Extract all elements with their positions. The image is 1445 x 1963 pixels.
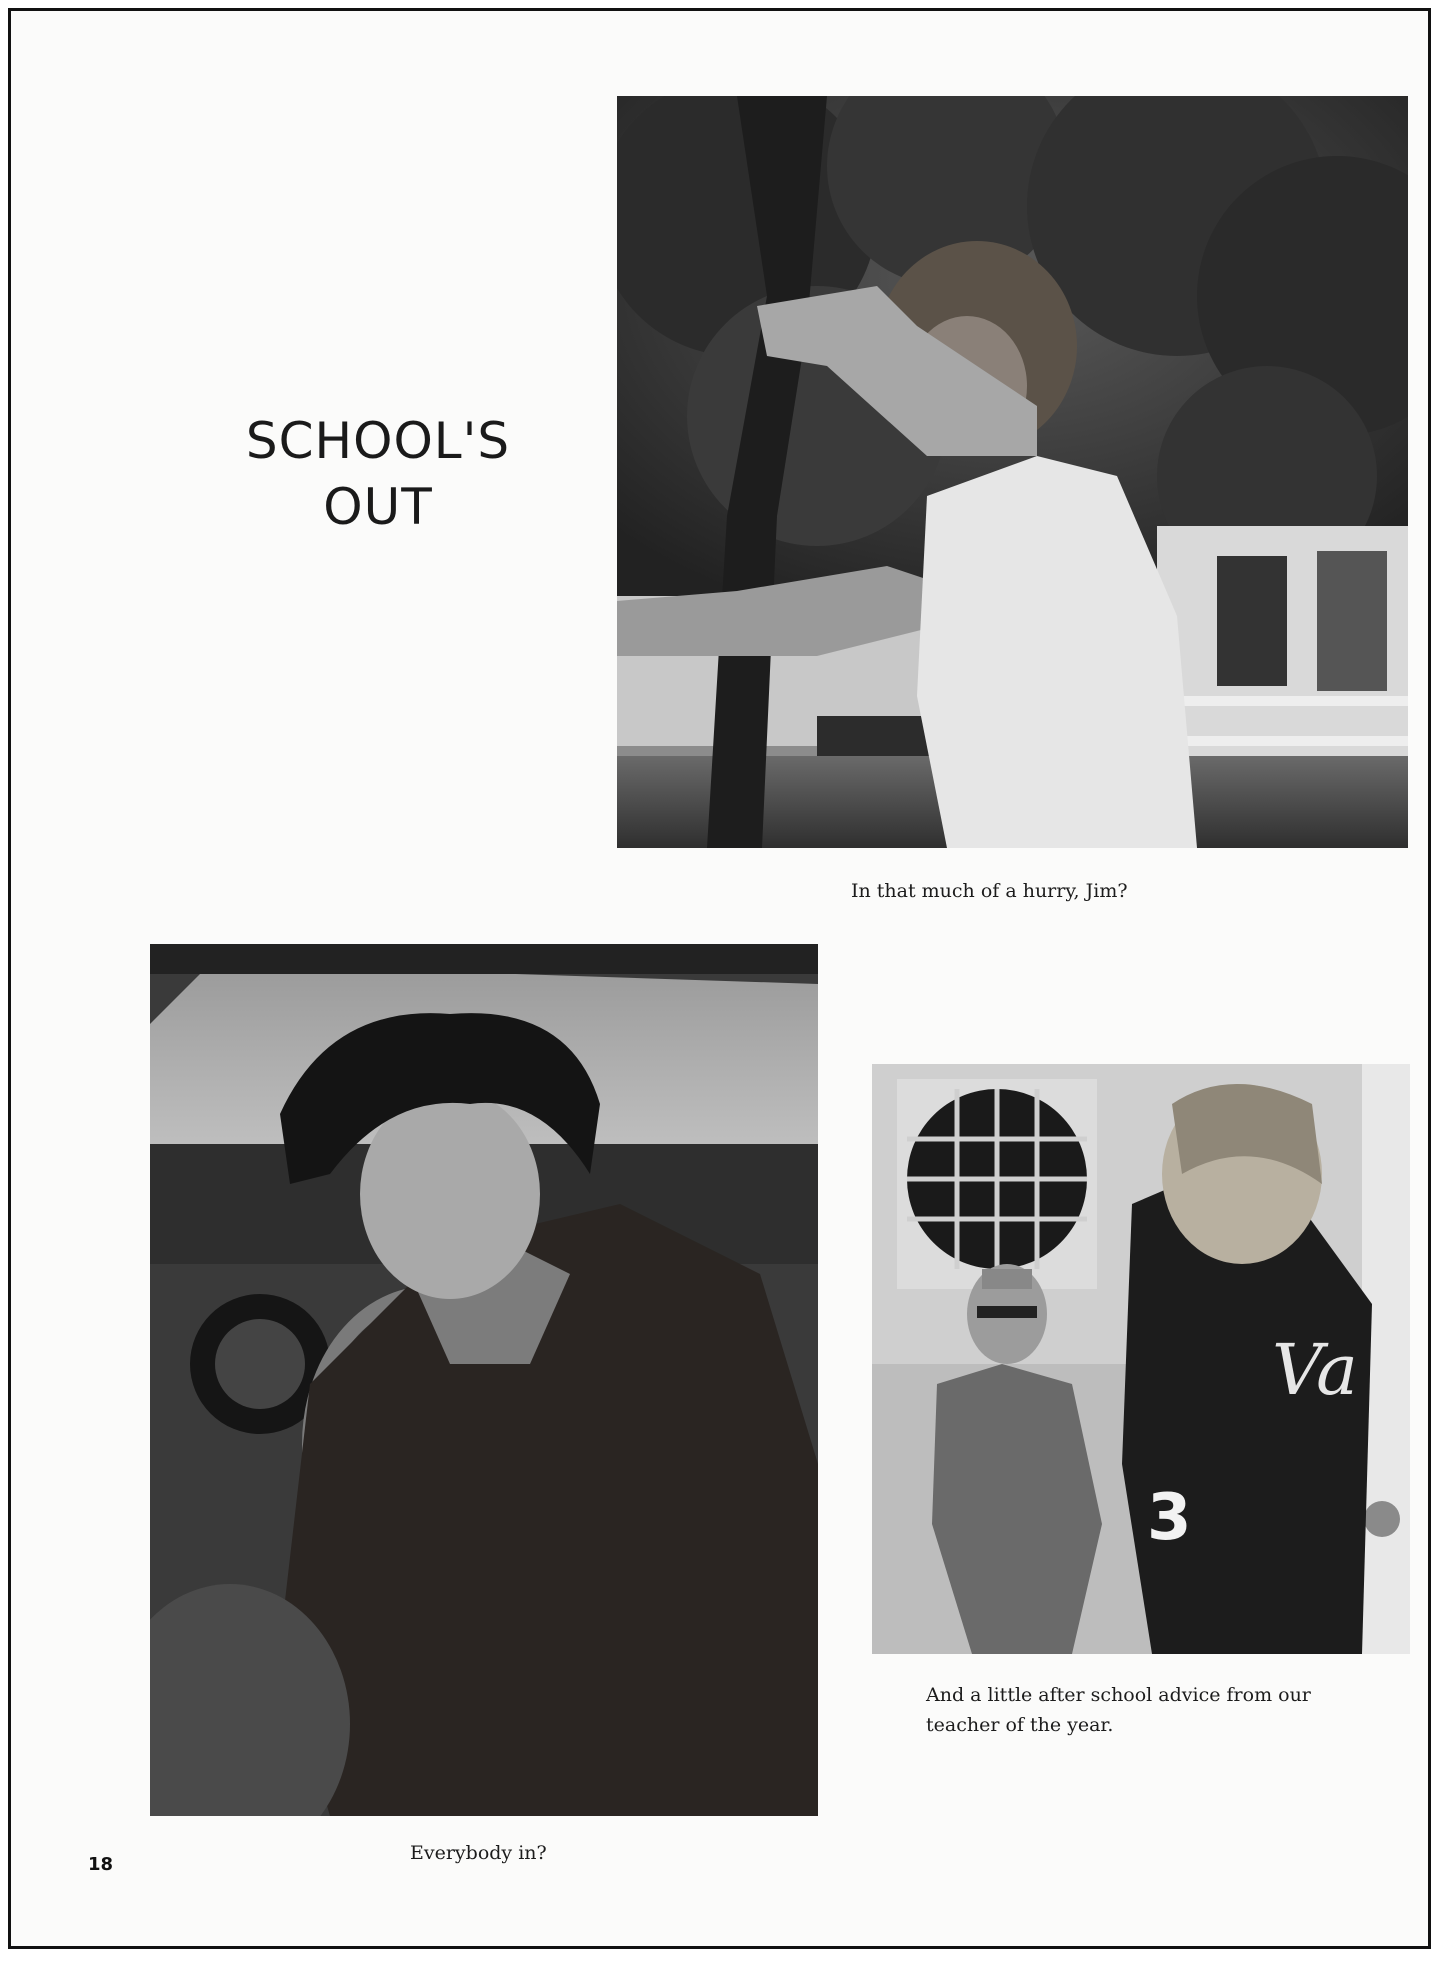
page-title-line-1: SCHOOL'S <box>245 412 511 470</box>
page-title <box>228 408 528 540</box>
photo-young-man-in-car <box>150 944 818 1816</box>
photo-teacher-and-student-image <box>872 1064 1410 1654</box>
photo-man-in-tank-top-caption: In that much of a hurry, Jim? <box>851 880 1128 902</box>
photo-teacher-and-student <box>872 1064 1410 1654</box>
svg-text:Va: Va <box>1272 1329 1358 1411</box>
photo-man-in-tank-top-image <box>617 96 1408 848</box>
photo-young-man-in-car-image <box>150 944 818 1816</box>
photo-young-man-in-car-caption: Everybody in? <box>410 1842 547 1864</box>
photo-teacher-and-student-caption: And a little after school advice from our teacher of the year. <box>926 1684 1311 1736</box>
jacket-number: 3 <box>1147 1481 1192 1555</box>
page-number: 18 <box>88 1854 114 1875</box>
page-title-line-2: OUT <box>323 478 433 536</box>
photo-man-in-tank-top <box>617 96 1408 848</box>
